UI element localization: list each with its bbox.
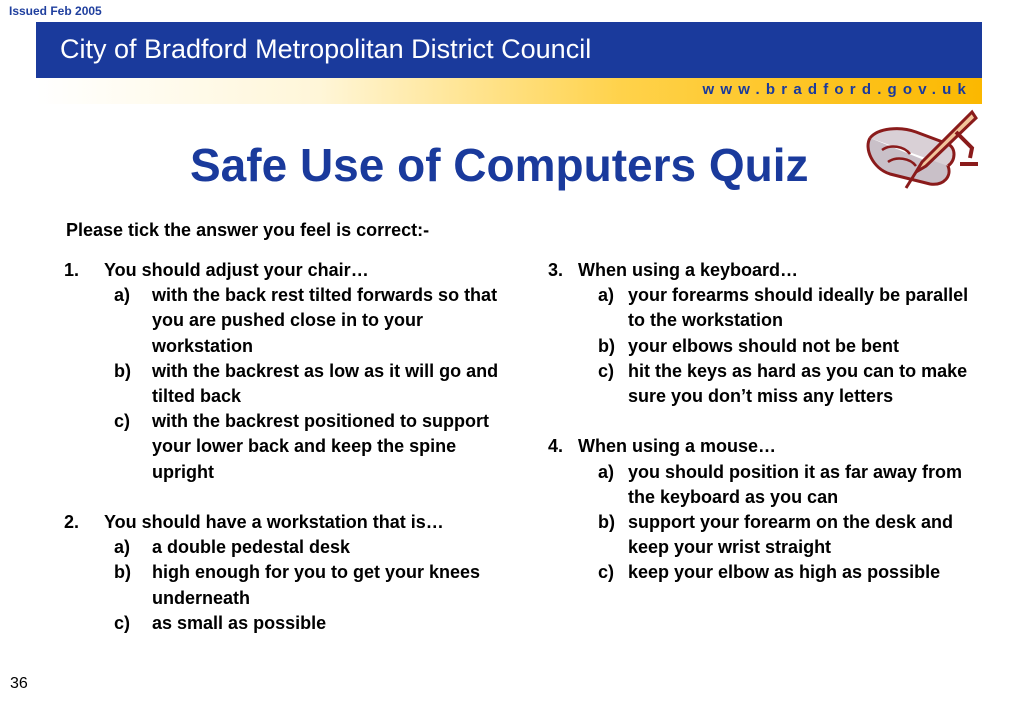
answer-option[interactable] xyxy=(548,460,988,510)
answer-option[interactable] xyxy=(548,359,988,409)
option-letter: a) xyxy=(114,285,131,306)
questions-right-column xyxy=(548,258,988,586)
instruction-text: Please tick the answer you feel is correct:- xyxy=(66,220,430,240)
answer-option[interactable] xyxy=(548,334,988,359)
option-text: with the backrest as low as it will go and tilted back xyxy=(152,360,499,407)
question-4 xyxy=(548,434,988,585)
question-number: 1. xyxy=(64,260,80,280)
answer-option[interactable] xyxy=(64,535,514,560)
page-title: Safe Use of Computers Quiz xyxy=(190,139,809,191)
option-text: your forearms should ideally be parallel to the workstation xyxy=(628,285,969,331)
answer-option[interactable] xyxy=(548,510,988,560)
answer-option[interactable] xyxy=(548,560,988,585)
option-letter: b) xyxy=(114,562,131,583)
issued-date: Issued Feb 2005 xyxy=(9,4,102,18)
option-letter: a) xyxy=(598,461,615,482)
option-letter: a) xyxy=(114,537,131,558)
option-text: you should position it as far away from the keyboard as you can xyxy=(628,461,963,507)
option-text: keep your elbow as high as possible xyxy=(628,562,941,583)
question-2 xyxy=(64,510,514,636)
council-name: City of Bradford Metropolitan District Council xyxy=(60,34,592,64)
questions-left-column xyxy=(64,258,514,636)
question-text: When using a mouse… xyxy=(578,436,777,457)
answer-option[interactable] xyxy=(64,560,514,610)
option-text: a double pedestal desk xyxy=(152,537,351,558)
option-letter: a) xyxy=(598,285,615,306)
option-letter: b) xyxy=(598,335,615,356)
answer-option[interactable] xyxy=(64,359,514,409)
option-text: as small as possible xyxy=(152,612,327,633)
option-text: your elbows should not be bent xyxy=(628,335,900,356)
question-number: 4. xyxy=(548,436,564,457)
option-letter: b) xyxy=(114,360,131,381)
page-number: 36 xyxy=(10,675,28,692)
question-number: 3. xyxy=(548,260,564,280)
question-3 xyxy=(548,258,988,409)
option-letter: c) xyxy=(114,411,131,432)
answer-option[interactable] xyxy=(64,409,514,485)
answer-option[interactable] xyxy=(64,611,514,636)
option-letter: c) xyxy=(598,360,615,381)
option-text: support your forearm on the desk and keep your wrist straight xyxy=(628,512,954,558)
quill-and-scroll-icon xyxy=(860,108,980,194)
option-letter: c) xyxy=(598,562,615,583)
question-1 xyxy=(64,258,514,485)
answer-option[interactable] xyxy=(64,283,514,359)
question-text: You should adjust your chair… xyxy=(104,260,369,280)
question-text: When using a keyboard… xyxy=(578,260,799,280)
option-text: with the backrest positioned to support your lower back and keep the spine upright xyxy=(152,411,490,482)
option-text: with the back rest tilted forwards so that you are pushed close in to your workstation xyxy=(152,285,498,356)
option-text: hit the keys as hard as you can to make sure you don’t miss any letters xyxy=(628,360,968,407)
url-bar xyxy=(36,78,982,104)
website-url: www.bradford.gov.uk xyxy=(702,81,972,98)
option-letter: b) xyxy=(598,512,615,533)
answer-option[interactable] xyxy=(548,283,988,333)
question-text: You should have a workstation that is… xyxy=(104,512,444,533)
option-letter: c) xyxy=(114,612,131,633)
question-number: 2. xyxy=(64,512,80,533)
option-text: high enough for you to get your knees underneath xyxy=(152,562,481,608)
council-banner xyxy=(36,22,982,78)
